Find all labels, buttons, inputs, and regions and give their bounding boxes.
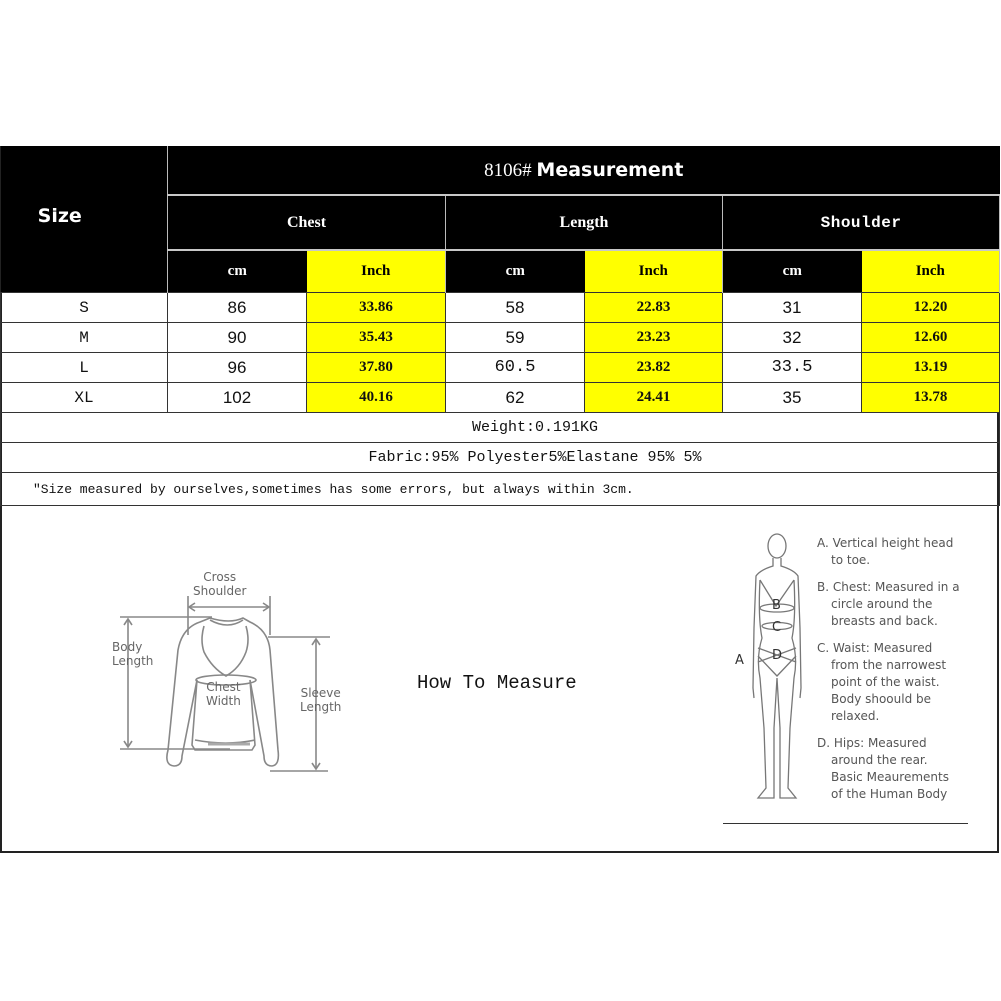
group-header-shoulder: Shoulder: [723, 195, 1000, 250]
length-cm-cell: 59: [446, 323, 585, 353]
legend-item: A. Vertical height head to toe.: [817, 536, 954, 567]
shoulder-cm-cell: 31: [723, 293, 862, 323]
length-inch-cell: 23.82: [585, 353, 723, 383]
sleeve-length-label: Sleeve Length: [300, 686, 342, 714]
legend-item: C. Waist: Measured from the narrowest point of the waist. Body shoould be relaxed.: [817, 641, 947, 723]
unit-header-chest-inch: Inch: [307, 250, 446, 293]
group-header-chest: Chest: [168, 195, 446, 250]
length-cm-cell: 58: [446, 293, 585, 323]
measurement-note: "Size measured by ourselves,sometimes has some errors, but always within 3cm.: [1, 473, 1000, 506]
shoulder-inch-cell: 13.78: [862, 383, 1000, 413]
weight-info: Weight:0.191KG: [1, 413, 1000, 443]
body-letter-d: D: [772, 648, 783, 663]
chest-inch-cell: 35.43: [307, 323, 446, 353]
chest-cm-cell: 96: [168, 353, 307, 383]
chest-inch-cell: 40.16: [307, 383, 446, 413]
group-header-length: Length: [446, 195, 723, 250]
chest-width-label: Chest Width: [206, 680, 241, 708]
body-letter-b: B: [772, 598, 781, 613]
shoulder-inch-cell: 12.60: [862, 323, 1000, 353]
size-cell: L: [1, 353, 168, 383]
table-row: [1, 323, 1000, 353]
title-word: Measurement: [536, 158, 684, 181]
body-measure-legend: [817, 535, 992, 813]
size-cell: M: [1, 323, 168, 353]
model-number: 8106#: [484, 159, 532, 181]
body-letter-c: C: [772, 620, 782, 635]
body-letter-a: A: [735, 653, 744, 668]
size-cell: S: [1, 293, 168, 323]
chest-cm-cell: 86: [168, 293, 307, 323]
fabric-info: Fabric:95% Polyester5%Elastane 95% 5%: [1, 443, 1000, 473]
table-title: [168, 146, 1000, 195]
how-to-measure-heading: How To Measure: [417, 672, 577, 694]
size-chart-table: [0, 146, 1000, 506]
legend-underline: [723, 823, 968, 824]
table-row: [1, 353, 1000, 383]
table-row: [1, 293, 1000, 323]
chest-cm-cell: 102: [168, 383, 307, 413]
shoulder-cm-cell: 32: [723, 323, 862, 353]
legend-item: D. Hips: Measured around the rear. Basic Meaurements of the Human Body: [817, 736, 949, 801]
shoulder-inch-cell: 13.19: [862, 353, 1000, 383]
table-row: [1, 383, 1000, 413]
chest-cm-cell: 90: [168, 323, 307, 353]
unit-header-length-inch: Inch: [585, 250, 723, 293]
unit-header-shoulder-cm: cm: [723, 250, 862, 293]
length-cm-cell: 60.5: [446, 353, 585, 383]
legend-item: B. Chest: Measured in a circle around the breasts and back.: [817, 580, 960, 628]
body-length-label: Body Length: [112, 640, 154, 668]
human-body-diagram: [740, 528, 820, 813]
cross-shoulder-label: Cross Shoulder: [193, 570, 247, 598]
chest-inch-cell: 37.80: [307, 353, 446, 383]
unit-header-length-cm: cm: [446, 250, 585, 293]
length-inch-cell: 24.41: [585, 383, 723, 413]
shoulder-cm-cell: 33.5: [723, 353, 862, 383]
unit-header-shoulder-inch: Inch: [862, 250, 1000, 293]
shoulder-cm-cell: 35: [723, 383, 862, 413]
size-column-header: Size: [1, 146, 168, 293]
size-cell: XL: [1, 383, 168, 413]
unit-header-chest-cm: cm: [168, 250, 307, 293]
chest-inch-cell: 33.86: [307, 293, 446, 323]
shoulder-inch-cell: 12.20: [862, 293, 1000, 323]
length-inch-cell: 22.83: [585, 293, 723, 323]
length-inch-cell: 23.23: [585, 323, 723, 353]
length-cm-cell: 62: [446, 383, 585, 413]
